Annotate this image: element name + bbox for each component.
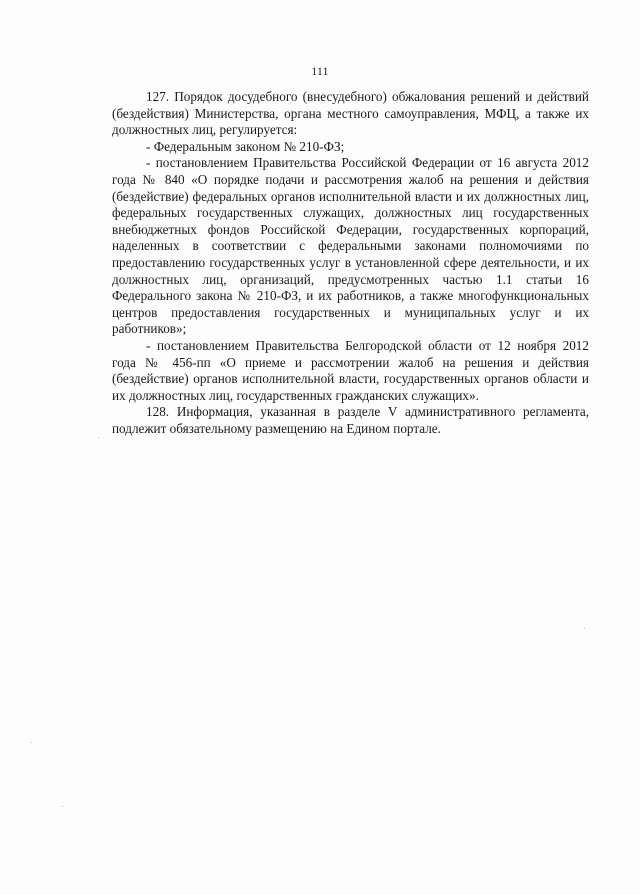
paragraph-128: 128. Информация, указанная в разделе V административного регламента, подлежит обязательному размещению на Едином портале. (112, 404, 589, 436)
scan-speck (62, 806, 63, 807)
scan-speck (31, 742, 32, 743)
scan-speck (98, 437, 99, 438)
list-item-decree-840: - постановлением Правительства Российской Федерации от 16 августа 2012 года № 840 «О порядке подачи и рассмотрения жалоб на решения и действия (бездействие) федеральных органов исполнительной власти и их должностных лиц, федеральных государственных служащих, должностных лиц государственных внебюджетных фондов Российской Федерации, государственных корпораций, наделенных в соответствии с федеральными законами полномочиями по предоставлению государственных услуг в установленной сфере деятельности, и их должностных лиц, организаций, предусмотренных частью 1.1 статьи 16 Федерального закона № 210-ФЗ, и их работников, а также многофункциональных центров предоставления государственных и муниципальных услуг и их работников»; (112, 155, 589, 337)
paragraph-127: 127. Порядок досудебного (внесудебного) обжалования решений и действий (бездействия) Министерства, органа местного самоуправления, МФЦ, а также их должностных лиц, регулируется: (112, 89, 589, 138)
document-body (112, 89, 589, 437)
page-number: 111 (311, 66, 329, 78)
list-item-federal-law-210: - Федеральным законом № 210-ФЗ; (146, 138, 345, 154)
scan-speck (584, 628, 585, 629)
list-item-decree-456: - постановлением Правительства Белгородской области от 12 ноября 2012 года № 456-пп «О приеме и рассмотрении жалоб на решения и действия (бездействие) органов исполнительной власти, государственных органов области и их должностных лиц, государственных гражданских служащих». (112, 337, 589, 403)
